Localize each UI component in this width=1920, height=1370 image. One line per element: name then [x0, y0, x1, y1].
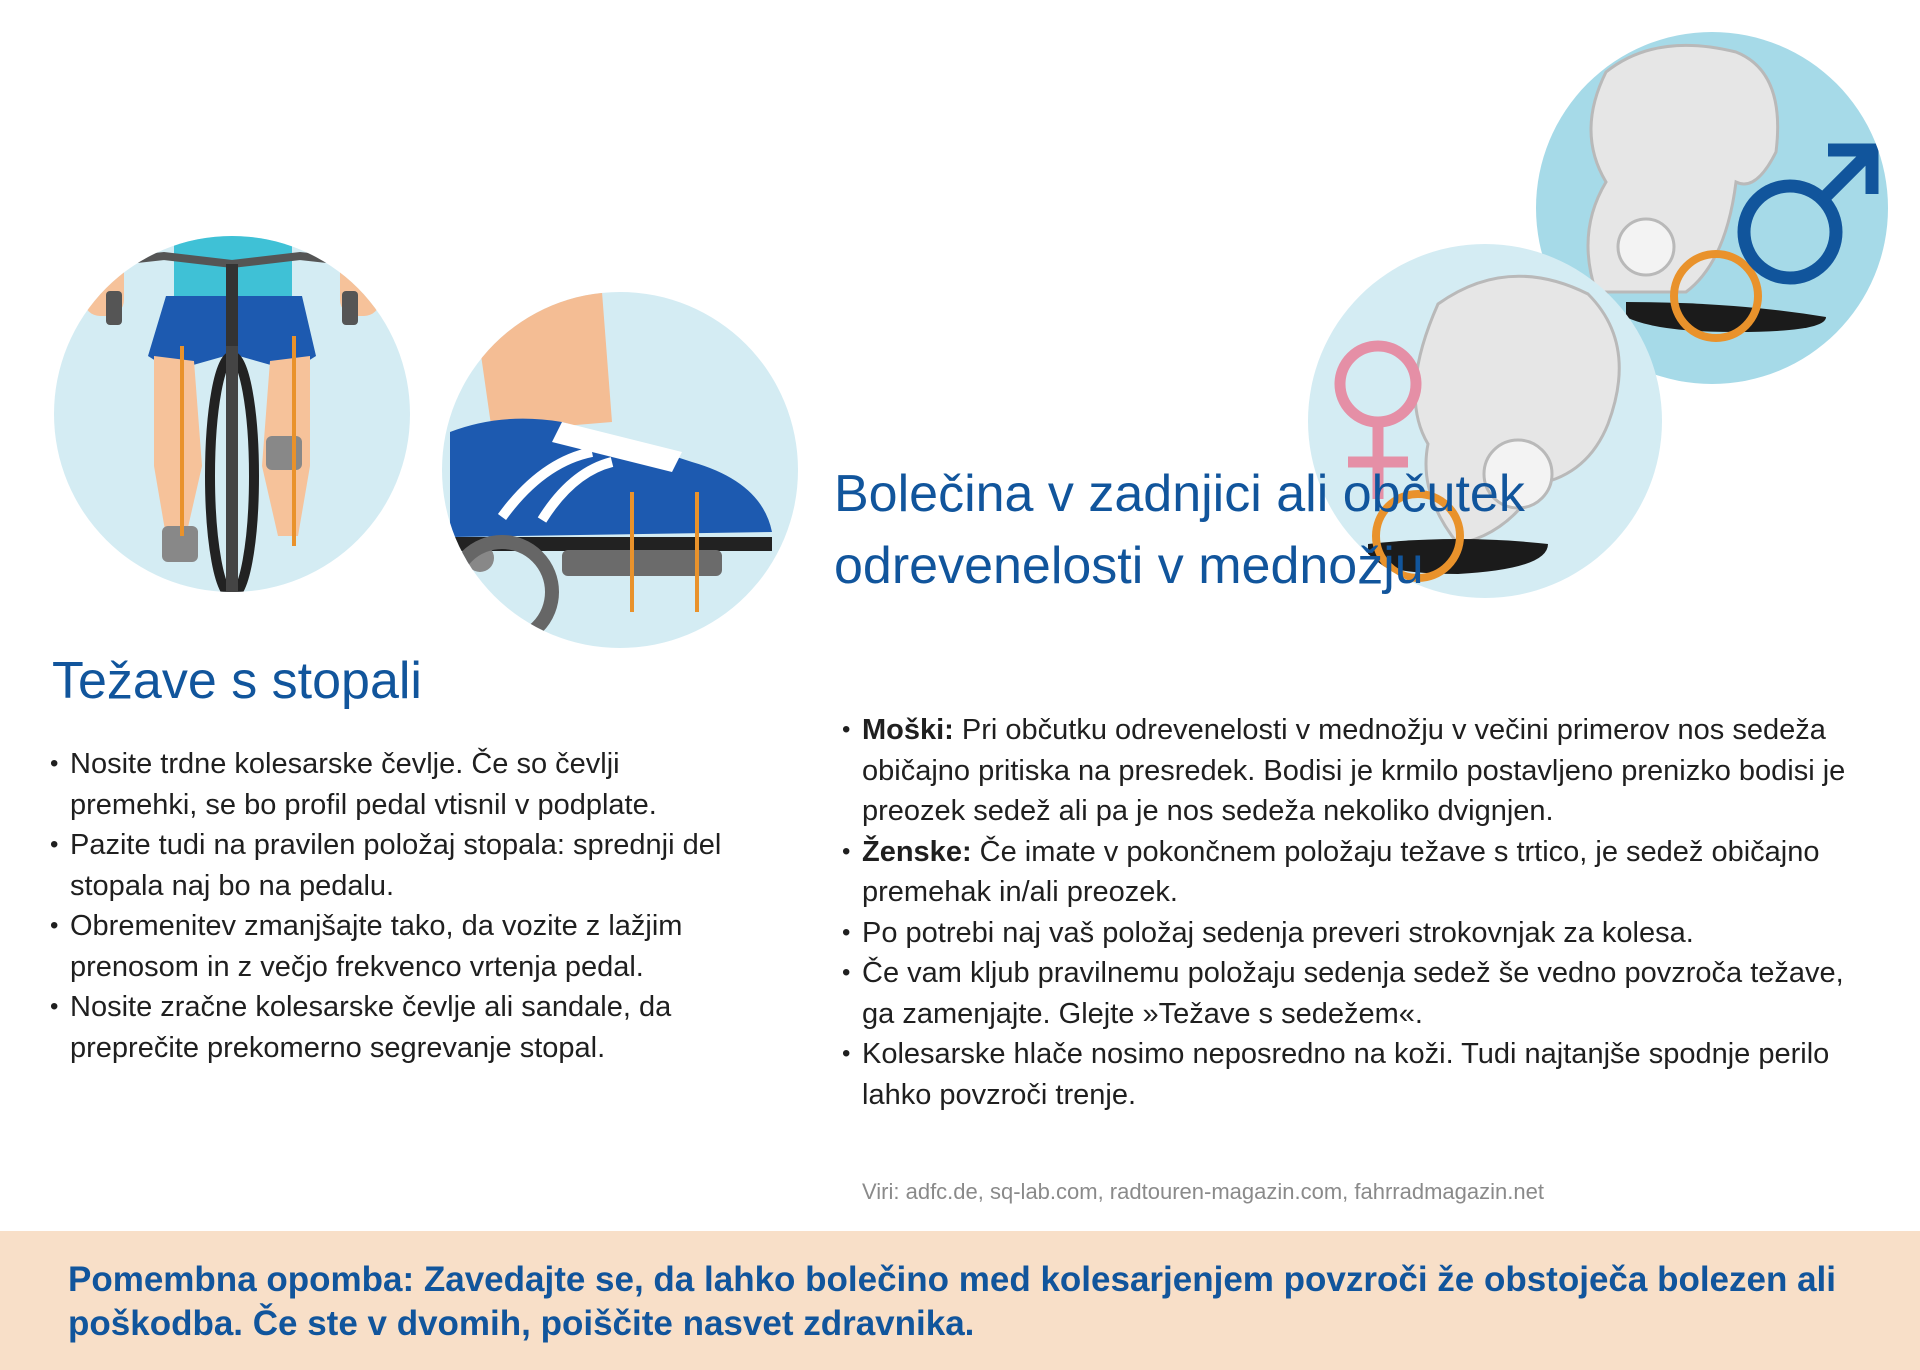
list-item: [842, 1034, 1882, 1115]
list-item-label: Ženske:: [862, 835, 972, 868]
cyclist-front-illustration: [54, 236, 410, 592]
list-item: [842, 953, 1882, 1034]
buttock-pain-list: [842, 710, 1882, 1115]
list-item-text: Pri občutku odrevenelosti v mednožju v večini primerov nos sedeža običajno pritiska na presredek. Bodisi je krmilo postavljeno prenizko bodisi je preozek sedež ali pa je nos sedeža nekoliko dvignjen.: [862, 714, 1846, 827]
important-note-text: Pomembna opomba: Zavedajte se, da lahko bolečino med kolesarjenjem povzroči že obstoječa bolezen ali poškodba. Če ste v dvomih, poiščite nasvet zdravnika.: [68, 1260, 1836, 1343]
list-item-text: Po potrebi naj vaš položaj sedenja preveri strokovnjak za kolesa.: [862, 916, 1694, 949]
list-item-label: Moški:: [862, 714, 954, 746]
buttock-pain-heading: Bolečina v zadnjici ali občutek odrevenelosti v mednožju: [834, 465, 1525, 595]
list-item-text: Če imate v pokončnem položaju težave s trtico, je sedež običajno premehak in/ali preozek.: [862, 835, 1820, 908]
list-item-text: Kolesarske hlače nosimo neposredno na koži. Tudi najtanjše spodnje perilo lahko povzroči trenje.: [862, 1038, 1830, 1111]
list-item: [842, 832, 1882, 913]
foot-problems-heading: Težave s stopali: [52, 652, 422, 710]
list-item: [842, 710, 1882, 832]
list-item: • Obremenitev zmanjšajte tako, da vozite z lažjim prenosom in z večjo frekvenco vrtenja pedal.: [50, 906, 750, 987]
list-item: • Nosite zračne kolesarske čevlje ali sandale, da preprečite prekomerno segrevanje stopal.: [50, 987, 750, 1068]
list-item-text: Če vam kljub pravilnemu položaju sedenja sedež še vedno povzroča težave, ga zamenjajte. Glejte »Težave s sedežem«.: [862, 957, 1844, 1030]
list-item: • Pazite tudi na pravilen položaj stopala: sprednji del stopala naj bo na pedalu.: [50, 825, 750, 906]
list-item: • Nosite trdne kolesarske čevlje. Če so čevlji premehki, se bo profil pedal vtisnil v podplate.: [50, 744, 750, 825]
shoe-pedal-illustration: [442, 292, 798, 648]
sources-line: Viri: adfc.de, sq-lab.com, radtouren-magazin.com, fahrradmagazin.net: [862, 1179, 1544, 1204]
foot-problems-list: [50, 744, 750, 1068]
list-item: [842, 913, 1882, 954]
